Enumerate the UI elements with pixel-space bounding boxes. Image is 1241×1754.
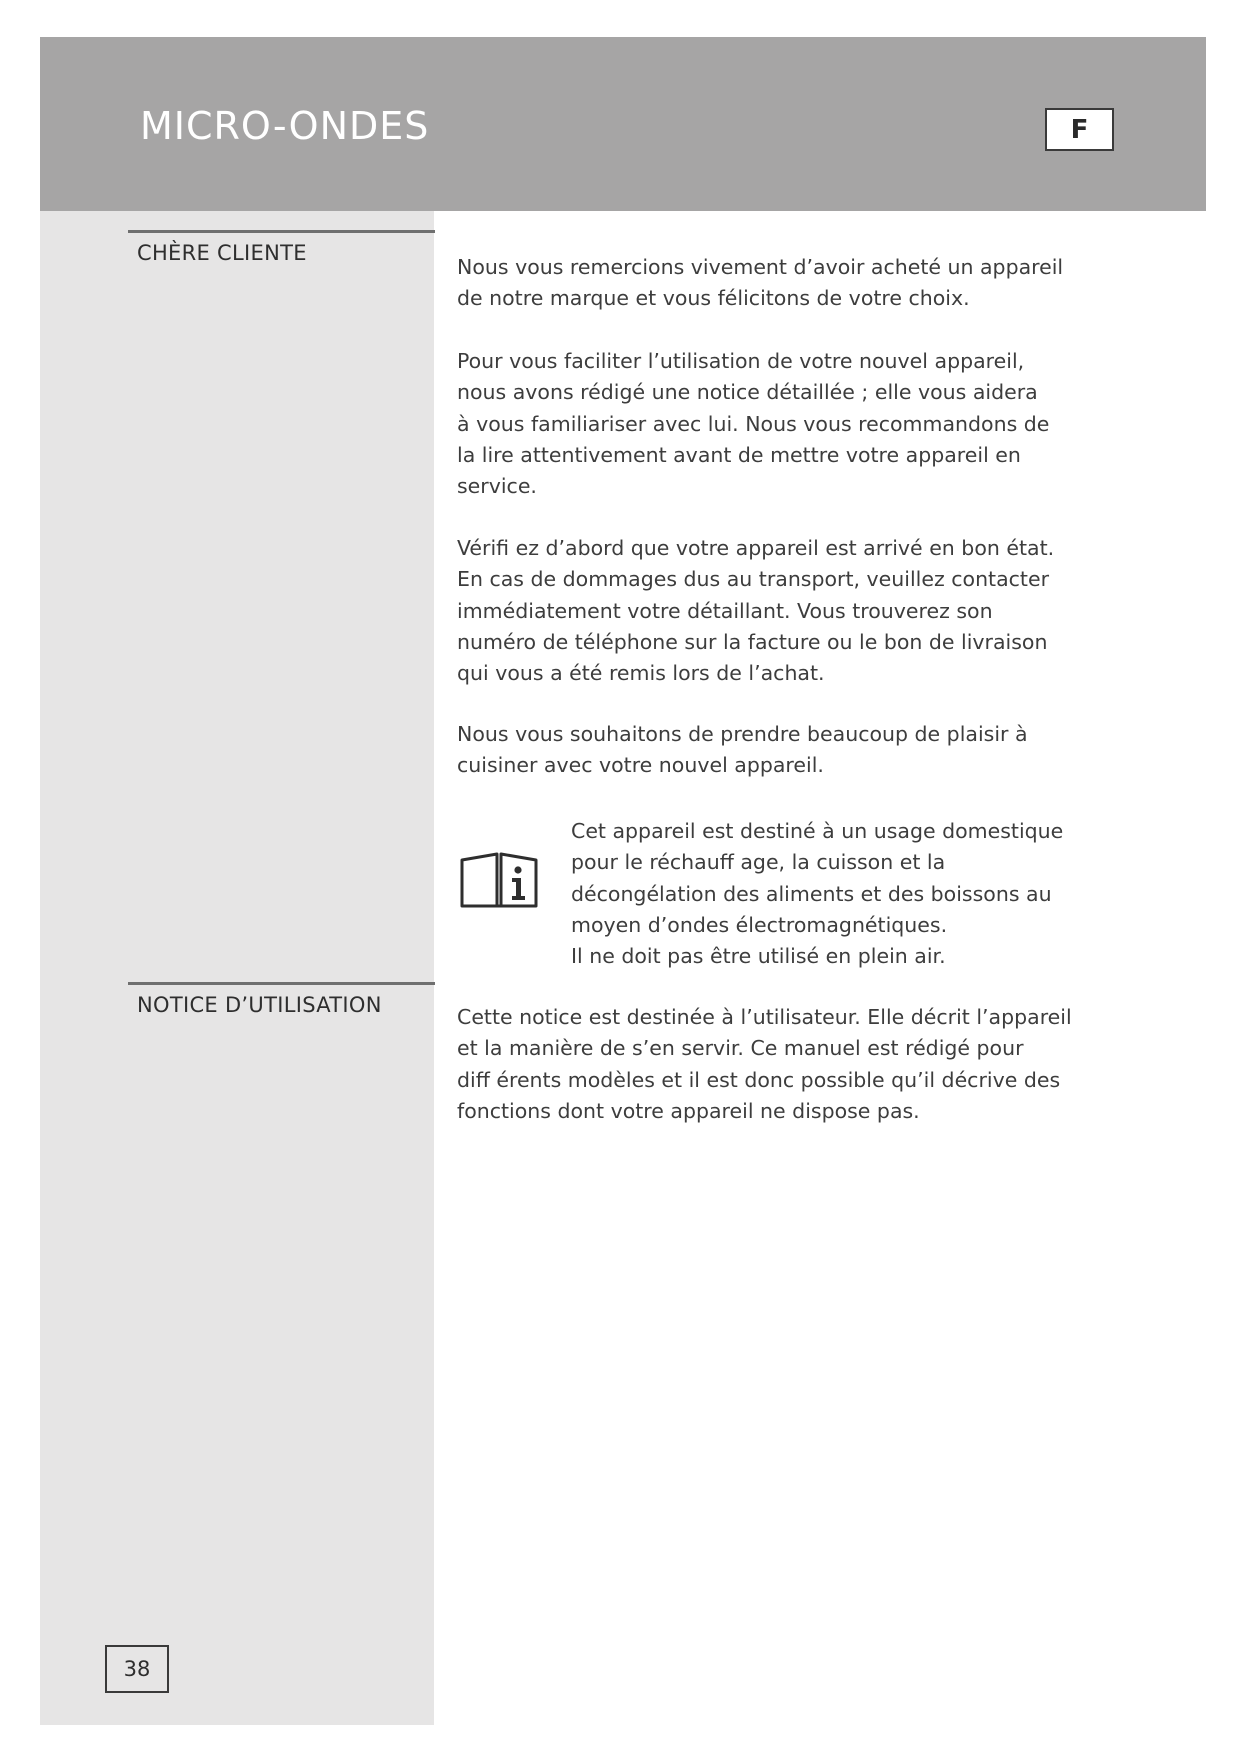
section-title-chere-cliente: CHÈRE CLIENTE: [137, 241, 307, 265]
section-divider: [128, 982, 435, 985]
page-title: MICRO-ONDES: [140, 104, 430, 148]
info-manual-icon: [459, 850, 539, 910]
paragraph-enjoy: Nous vous souhaitons de prendre beaucoup de plaisir à cuisiner avec votre nouvel appareil.: [457, 722, 1028, 778]
info-note: Cet appareil est destiné à un usage domestique pour le réchauff age, la cuisson et la décongélation des aliments et des boissons au moyen d’ondes électromagnétiques. Il ne doit pas être utilisé en plein air.: [571, 819, 1064, 969]
paragraph-notice: Cette notice est destinée à l’utilisateur. Elle décrit l’appareil et la manière de s’en servir. Ce manuel est rédigé pour diff érents modèles et il est donc possible qu’il décrive des fonctions dont votre appareil ne dispose pas.: [457, 1005, 1072, 1123]
paragraph-manual: Pour vous faciliter l’utilisation de votre nouvel appareil, nous avons rédigé une notice détaillée ; elle vous aidera à vous familiariser avec lui. Nous vous recommandons de la lire attentivement avant de mettre votre appareil en service.: [457, 349, 1050, 499]
sidebar: [40, 211, 434, 1725]
paragraph-thanks: Nous vous remercions vivement d’avoir acheté un appareil de notre marque et vous félicitons de votre choix.: [457, 255, 1064, 311]
paragraph-check: Vérifi ez d’abord que votre appareil est arrivé en bon état. En cas de dommages dus au transport, veuillez contacter immédiatement votre détaillant. Vous trouverez son numéro de téléphone sur la facture ou le bon de livraison qui vous a été remis lors de l’achat.: [457, 536, 1055, 686]
section-divider: [128, 230, 435, 233]
language-badge: F: [1045, 108, 1114, 151]
section-title-notice: NOTICE D’UTILISATION: [137, 993, 382, 1017]
page-number: 38: [105, 1645, 169, 1693]
